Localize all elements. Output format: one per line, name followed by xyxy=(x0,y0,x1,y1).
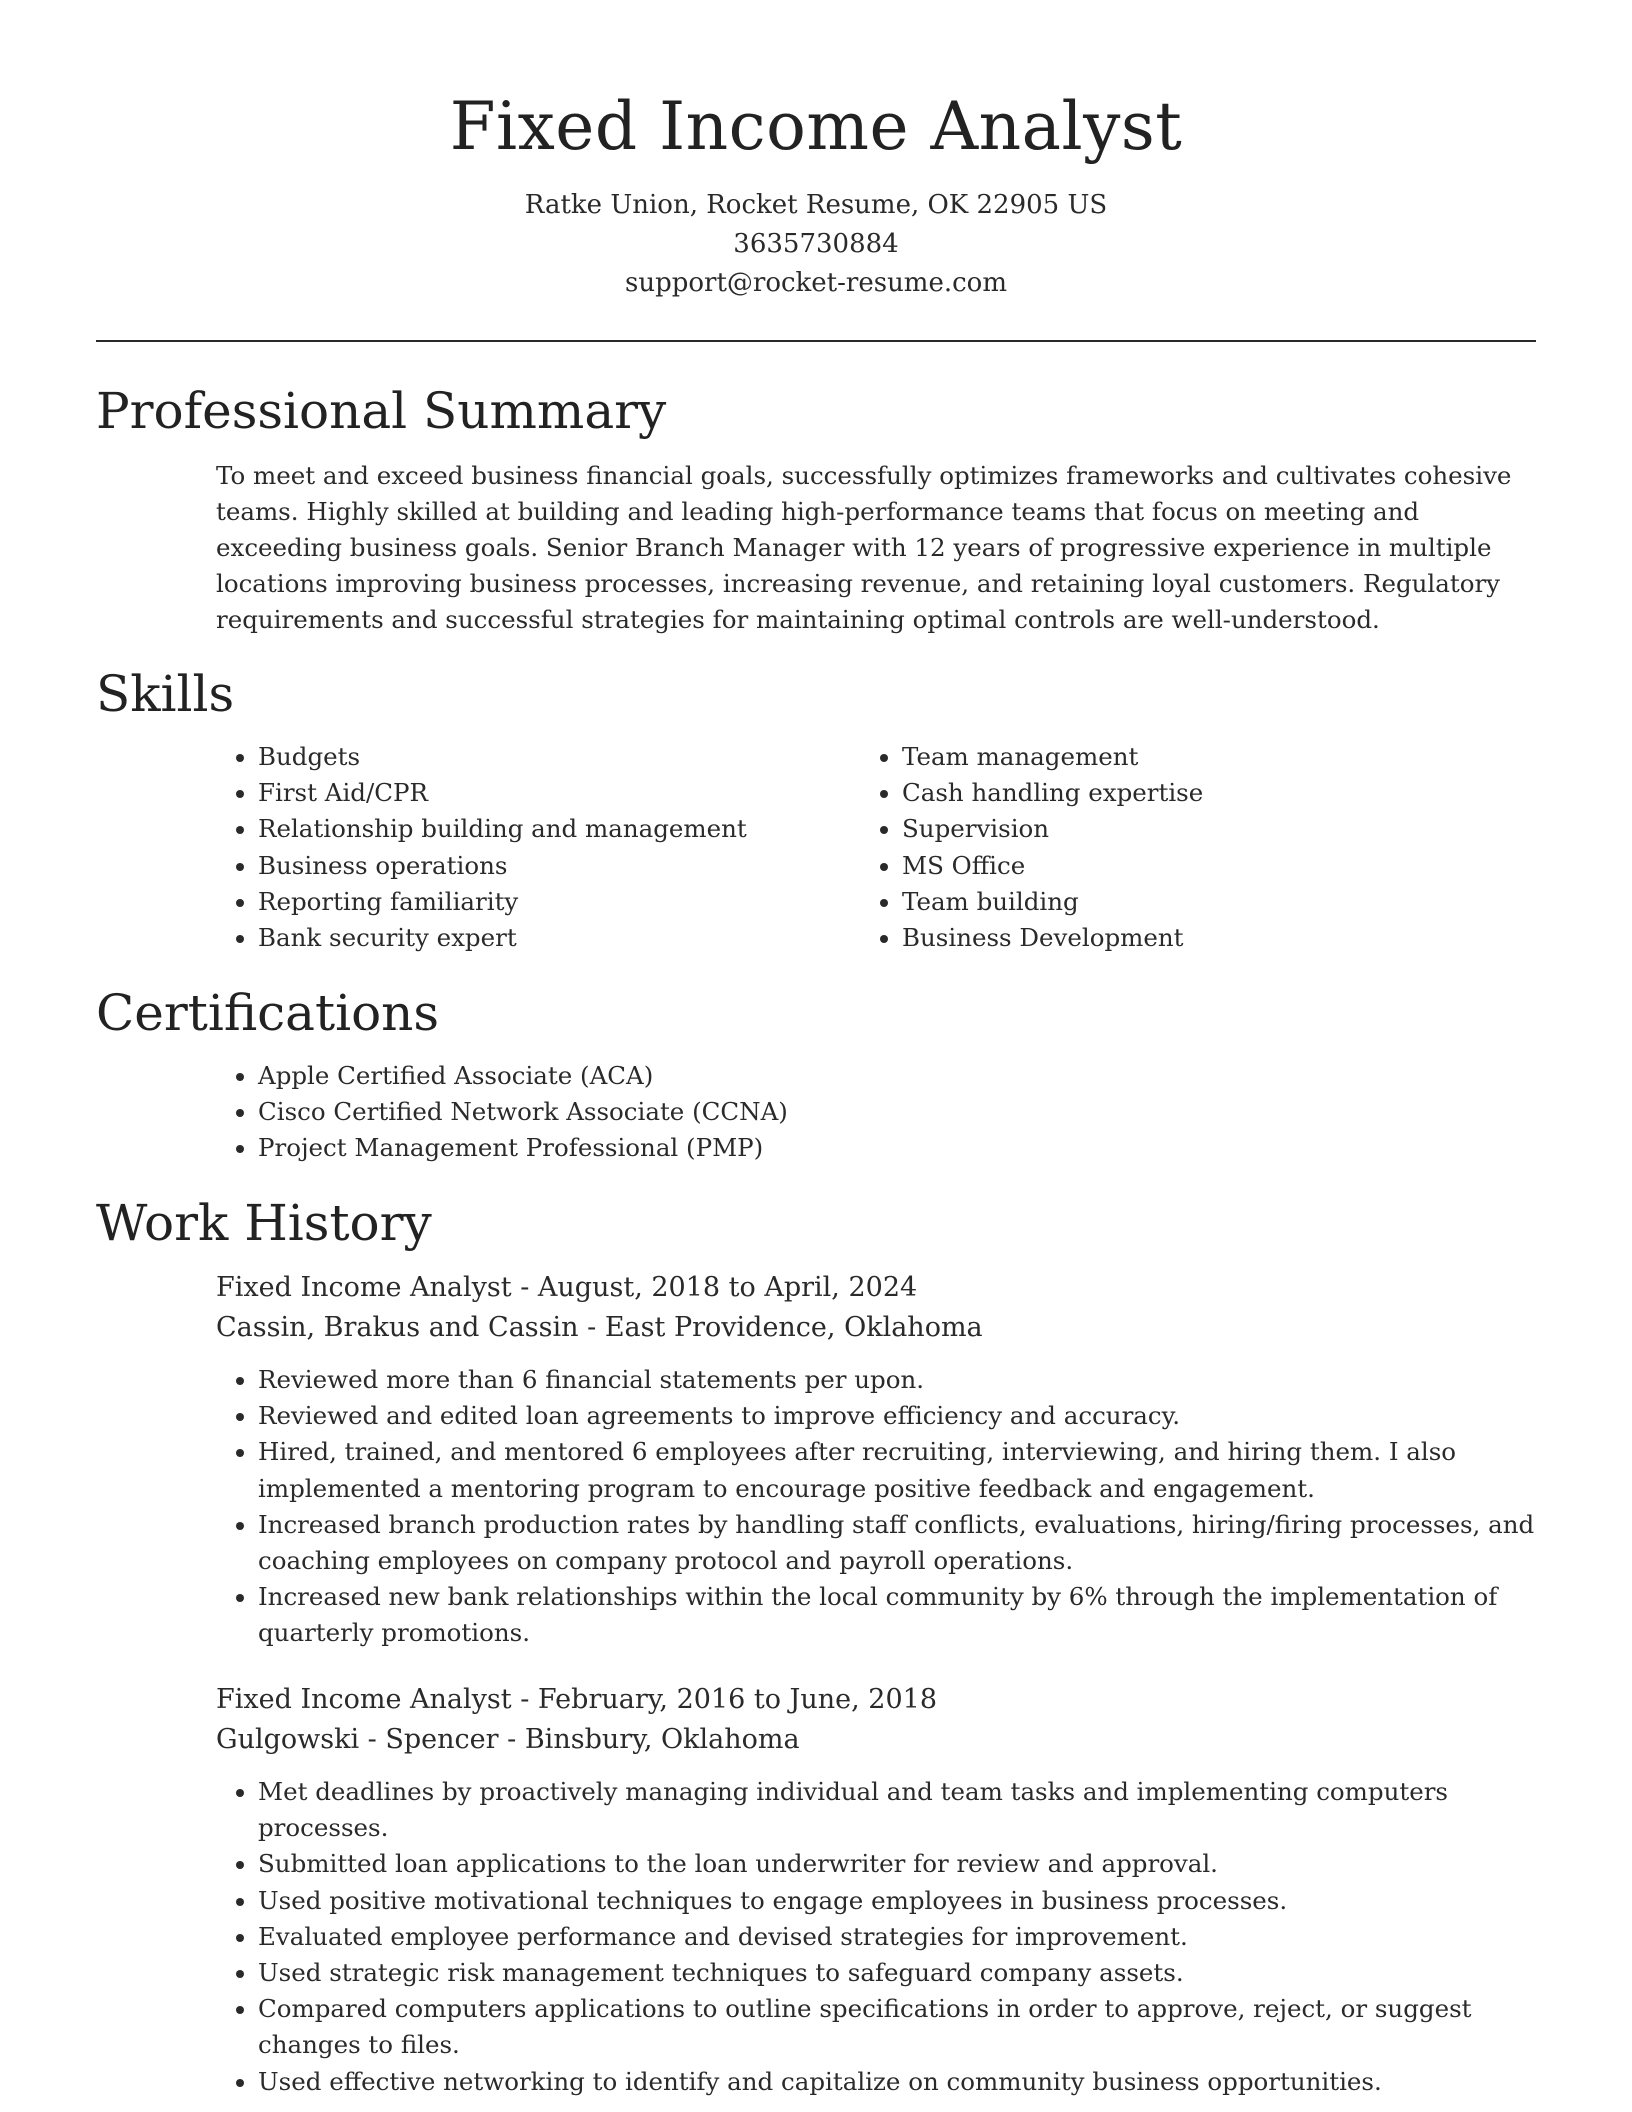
job-company: Cassin, Brakus and Cassin xyxy=(216,1312,579,1343)
job-bullets xyxy=(214,1774,1578,2100)
address: Ratke Union, Rocket Resume, OK 22905 US xyxy=(524,190,1108,220)
certifications-heading: Certifications xyxy=(96,984,440,1042)
job-bullet: • Met deadlines by proactively managing individual and team tasks and implementing computers processes. xyxy=(258,1774,1578,1846)
job-bullet: • Reviewed and edited loan agreements to improve efficiency and accuracy. xyxy=(258,1398,1578,1434)
job-bullets xyxy=(214,1362,1578,1652)
job-company-line: Gulgowski - Spencer - Binsbury, Oklahoma xyxy=(216,1724,800,1755)
certification-item: • Cisco Certified Network Associate (CCNA) xyxy=(258,1094,1558,1130)
job-title-line: Fixed Income Analyst - February, 2016 to June, 2018 xyxy=(216,1684,938,1715)
candidate-name: Fixed Income Analyst xyxy=(449,88,1183,165)
job-title-line: Fixed Income Analyst - August, 2018 to April, 2024 xyxy=(216,1272,918,1303)
job-dates: February, 2016 to June, 2018 xyxy=(537,1684,938,1715)
skills-list-left xyxy=(214,739,838,956)
skills-heading: Skills xyxy=(96,665,235,723)
skill-item: • Relationship building and management xyxy=(258,811,838,847)
job-bullet: • Used effective networking to identify and capitalize on community business opportunities. xyxy=(258,2064,1578,2100)
work-history-heading: Work History xyxy=(96,1194,432,1252)
header-divider xyxy=(96,340,1536,342)
skills-list-right xyxy=(858,739,1502,956)
job-location: East Providence, Oklahoma xyxy=(604,1312,983,1343)
job-location: Binsbury, Oklahoma xyxy=(524,1724,800,1755)
summary-heading: Professional Summary xyxy=(96,382,667,440)
job-position: Fixed Income Analyst xyxy=(216,1272,512,1303)
job-position: Fixed Income Analyst xyxy=(216,1684,512,1715)
skill-item: • Reporting familiarity xyxy=(258,884,838,920)
contact-info xyxy=(0,186,1632,303)
certifications-list xyxy=(214,1058,1558,1167)
skill-item: • Business operations xyxy=(258,848,838,884)
email-address: support@rocket-resume.com xyxy=(624,268,1007,298)
skill-item: • Supervision xyxy=(902,811,1502,847)
resume-header xyxy=(0,82,1632,303)
job-bullet: • Reviewed more than 6 financial statements per upon. xyxy=(258,1362,1578,1398)
job-bullet: • Compared computers applications to outline specifications in order to approve, reject, or suggest changes to files. xyxy=(258,1991,1578,2063)
skill-item: • MS Office xyxy=(902,848,1502,884)
skill-item: • Business Development xyxy=(902,920,1502,956)
job-dates: August, 2018 to April, 2024 xyxy=(537,1272,918,1303)
job-bullet: • Used positive motivational techniques to engage employees in business processes. xyxy=(258,1883,1578,1919)
job-bullet: • Increased branch production rates by handling staff conflicts, evaluations, hiring/firing processes, and coaching employees on company protocol and payroll operations. xyxy=(258,1507,1578,1579)
certification-item: • Project Management Professional (PMP) xyxy=(258,1130,1558,1166)
skill-item: • Team management xyxy=(902,739,1502,775)
skill-item: • Cash handling expertise xyxy=(902,775,1502,811)
skill-item: • Team building xyxy=(902,884,1502,920)
job-bullet: • Evaluated employee performance and devised strategies for improvement. xyxy=(258,1919,1578,1955)
certification-item: • Apple Certified Associate (ACA) xyxy=(258,1058,1558,1094)
summary-text: To meet and exceed business financial goals, successfully optimizes frameworks and cultivates cohesive teams. Highly skilled at building and leading high-performance teams that focus on meeting and exceeding business goals. Senior Branch Manager with 12 years of progressive experience in multiple locations improving business processes, increasing revenue, and retaining loyal customers. Regulatory requirements and successful strategies for maintaining optimal controls are well-understood. xyxy=(216,461,1512,634)
skill-item: • First Aid/CPR xyxy=(258,775,838,811)
job-bullet: • Submitted loan applications to the loan underwriter for review and approval. xyxy=(258,1846,1578,1882)
job-bullet: • Used strategic risk management techniques to safeguard company assets. xyxy=(258,1955,1578,1991)
skill-item: • Budgets xyxy=(258,739,838,775)
job-bullet: • Increased new bank relationships within the local community by 6% through the implementation of quarterly promotions. xyxy=(258,1579,1578,1651)
phone-number: 3635730884 xyxy=(733,229,899,259)
skill-item: • Bank security expert xyxy=(258,920,838,956)
job-company: Gulgowski - Spencer xyxy=(216,1724,499,1755)
job-company-line: Cassin, Brakus and Cassin - East Providence, Oklahoma xyxy=(216,1312,983,1343)
job-bullet: • Hired, trained, and mentored 6 employees after recruiting, interviewing, and hiring them. I also implemented a mentoring program to encourage positive feedback and engagement. xyxy=(258,1434,1578,1506)
